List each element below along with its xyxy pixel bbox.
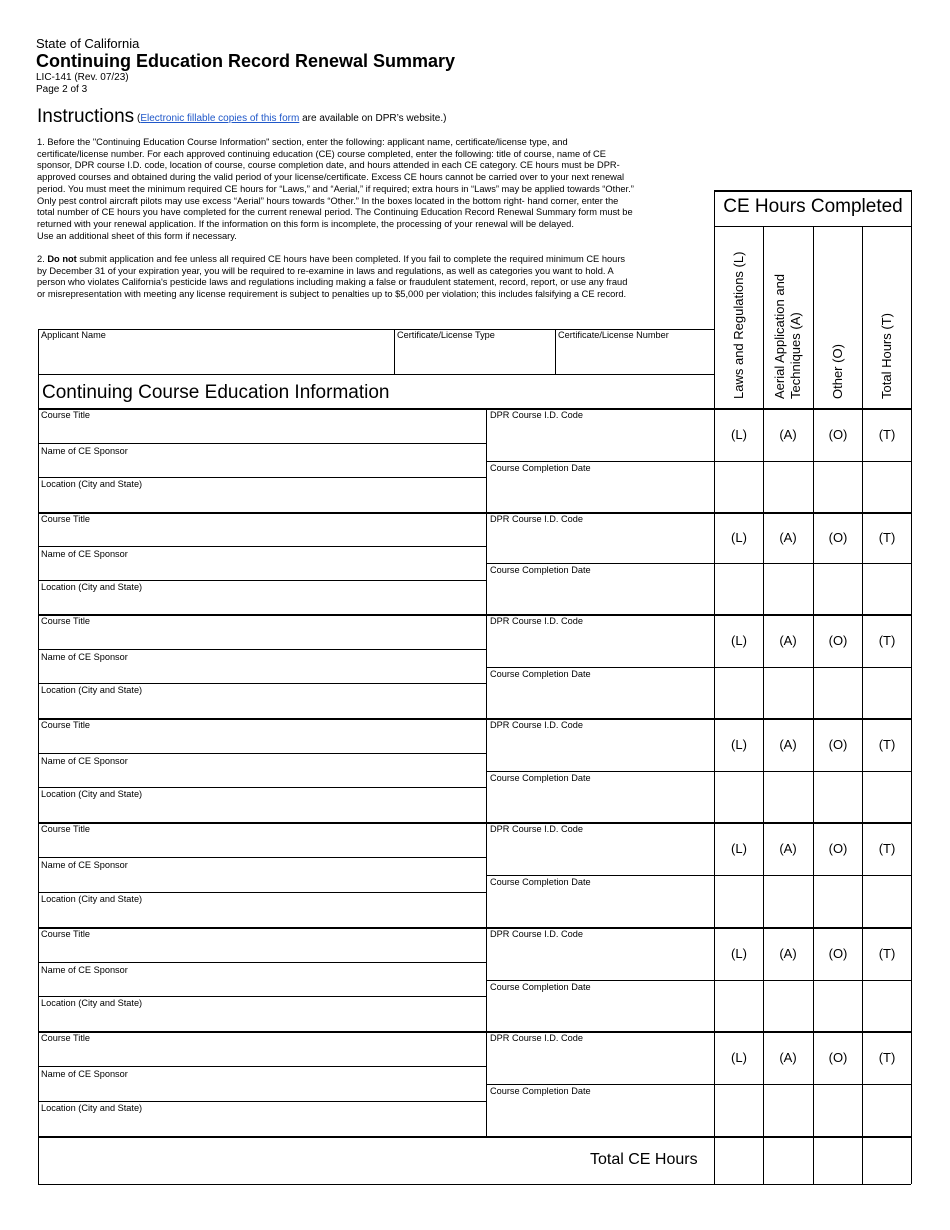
code-laws: (L) [731,841,747,856]
total-row-top [38,1136,911,1138]
course-6-mid-rule [486,980,911,981]
ce-sponsor-label: Name of CE Sponsor [41,446,128,456]
completion-date-input[interactable] [490,1002,710,1018]
hours-total-input[interactable] [866,673,907,712]
instructions-paragraph-1: 1. Before the "Continuing Education Course Information" section, enter the following: applicant name, certificate/license type, and certificate/license number. For each approved continuing education (CE) course completed, enter the following: title of course, name of CE sponsor, DPR course I.D. code, location of course, course completion date, and hours attended in each CE category. CE hours must be DPR- approved courses and obtained during the valid period of your license/certificate. Excess CE hours cannot be carried over to your next renewal period. You must meet the minimum required CE hours for “Laws,” and “Aerial,” if required; extra hours in “Laws” may be applied towards “Other.” Only pest control aircraft pilots may use excess “Aerial” hours towards “Other.” In the boxes located in the bottom right- hand corner, enter the total number of CE hours you have completed for the current renewal period. The Continuing Education Record Renewal Summary form must be returned with your renewal application. If the information on this form is incomplete, the processing of your renewal will be delayed. Use an additional sheet of this form if necessary. [37,137,634,241]
course-1-rule-2 [38,477,486,478]
dpr-code-input[interactable] [490,538,710,554]
hours-other-input[interactable] [817,569,858,608]
course-7-mid-rule [486,1084,911,1085]
license-type-input[interactable] [398,346,552,368]
course-4-top-rule [38,718,911,720]
ce-column-line-3 [862,226,863,1184]
completion-date-input[interactable] [490,585,710,601]
hours-aerial-input[interactable] [767,569,809,608]
course-4-rule-1 [38,753,486,754]
code-total: (T) [878,737,896,752]
completion-date-input[interactable] [490,483,710,499]
course-4-mid-rule [486,771,911,772]
total-total-hours-input[interactable] [866,1144,907,1176]
hours-laws-input[interactable] [718,777,759,816]
hours-total-input[interactable] [866,1090,907,1130]
code-total: (T) [878,633,896,648]
course-5-rule-1 [38,857,486,858]
code-other: (O) [828,530,848,545]
completion-date-input[interactable] [490,897,710,913]
course-2-mid-rule [486,563,911,564]
hours-aerial-input[interactable] [767,881,809,921]
course-5-rule-2 [38,892,486,893]
applicant-row-bottom [38,374,714,375]
applicant-name-label: Applicant Name [41,330,106,340]
code-aerial: (A) [779,841,797,856]
ce-sponsor-input[interactable] [42,979,480,995]
ce-sponsor-label: Name of CE Sponsor [41,860,128,870]
course-title-input[interactable] [42,424,480,440]
applicant-row-top [38,329,714,330]
course-title-input[interactable] [42,1047,480,1063]
course-3-rule-2 [38,683,486,684]
hours-other-input[interactable] [817,1090,858,1130]
ce-sponsor-label: Name of CE Sponsor [41,549,128,559]
form-number: LIC-141 (Rev. 07/23) [36,72,129,83]
code-other: (O) [828,427,848,442]
code-other: (O) [828,946,848,961]
ce-sponsor-input[interactable] [42,1083,480,1099]
hours-total-input[interactable] [866,881,907,921]
course-2-rule-1 [38,546,486,547]
aerial-column-header-line1: Aerial Application and [772,273,787,399]
ce-box-top [714,190,912,192]
total-aerial-hours-input[interactable] [767,1144,809,1176]
total-other-hours-input[interactable] [817,1144,858,1176]
applicant-divider-1 [394,329,395,374]
ce-column-line-1 [763,226,764,1184]
right-border [911,190,912,1184]
course-title-label: Course Title [41,1033,91,1043]
location-input[interactable] [42,1012,480,1028]
hours-other-input[interactable] [817,673,858,712]
course-6-rule-1 [38,962,486,963]
ce-column-line-0 [714,190,715,1184]
ce-sponsor-label: Name of CE Sponsor [41,652,128,662]
location-label: Location (City and State) [41,998,143,1008]
location-label: Location (City and State) [41,582,143,592]
course-title-input[interactable] [42,630,480,646]
completion-date-label: Course Completion Date [490,877,591,887]
hours-laws-input[interactable] [718,673,759,712]
code-laws: (L) [731,633,747,648]
ce-column-line-2 [813,226,814,1184]
course-2-top-rule [38,512,911,514]
instructions-paragraph-2: 2. Do not submit application and fee unless all required CE hours have been completed. If you fail to complete the required minimum CE hours by December 31 of your expiration year, you will be required to re-examine in laws and regulations, as well as categories you want to hold. A person who violates California's pesticide laws and regulations including making a false or fraudulent statement, record, report, or use any fraud or misrepresentation with meeting any license requirement is subject to penalties up to $5,000 per violation; this includes falsifying a CE record. [37,254,628,300]
hours-total-input[interactable] [866,777,907,816]
ce-sponsor-input[interactable] [42,666,480,682]
total-ce-hours-label: Total CE Hours [590,1151,698,1168]
fillable-form-link[interactable]: Electronic fillable copies of this form [140,113,300,124]
course-split-line [486,408,487,1136]
code-total: (T) [878,946,896,961]
completion-date-label: Course Completion Date [490,773,591,783]
hours-aerial-input[interactable] [767,673,809,712]
instructions-note: (Electronic fillable copies of this form are available on DPR’s website.) [137,113,447,124]
location-label: Location (City and State) [41,685,143,695]
location-input[interactable] [42,1117,480,1133]
location-label: Location (City and State) [41,894,143,904]
ce-sponsor-label: Name of CE Sponsor [41,1069,128,1079]
hours-aerial-input[interactable] [767,1090,809,1130]
completion-date-label: Course Completion Date [490,463,591,473]
course-7-top-rule [38,1031,911,1033]
location-label: Location (City and State) [41,1103,143,1113]
code-aerial: (A) [779,633,797,648]
course-7-rule-1 [38,1066,486,1067]
course-3-mid-rule [486,667,911,668]
course-4-rule-2 [38,787,486,788]
course-title-label: Course Title [41,929,91,939]
hours-total-input[interactable] [866,569,907,608]
completion-date-label: Course Completion Date [490,669,591,679]
code-aerial: (A) [779,1050,797,1065]
code-other: (O) [828,1050,848,1065]
hours-laws-input[interactable] [718,881,759,921]
completion-date-label: Course Completion Date [490,1086,591,1096]
code-laws: (L) [731,1050,747,1065]
hours-other-input[interactable] [817,986,858,1025]
hours-total-input[interactable] [866,986,907,1025]
location-input[interactable] [42,908,480,924]
dpr-code-input[interactable] [490,744,710,760]
code-aerial: (A) [779,530,797,545]
course-7-rule-2 [38,1101,486,1102]
course-5-top-rule [38,822,911,824]
ce-sponsor-input[interactable] [42,874,480,890]
hours-other-input[interactable] [817,881,858,921]
ce-sponsor-input[interactable] [42,563,480,579]
page-number: Page 2 of 3 [36,84,88,95]
course-title-input[interactable] [42,528,480,544]
ce-sponsor-label: Name of CE Sponsor [41,965,128,975]
dpr-code-input[interactable] [490,848,710,864]
location-input[interactable] [42,699,480,715]
course-title-label: Course Title [41,410,91,420]
completion-date-label: Course Completion Date [490,565,591,575]
total-row-bottom [38,1184,911,1185]
code-aerial: (A) [779,946,797,961]
course-title-label: Course Title [41,514,91,524]
ce-hours-title: CE Hours Completed [723,196,903,217]
ce-sponsor-input[interactable] [42,460,480,476]
course-title-label: Course Title [41,616,91,626]
dpr-code-input[interactable] [490,434,710,450]
laws-column-header: Laws and Regulations (L) [731,251,746,399]
license-number-input[interactable] [559,346,711,368]
course-3-rule-1 [38,649,486,650]
dpr-code-input[interactable] [490,1057,710,1073]
course-5-mid-rule [486,875,911,876]
dpr-code-label: DPR Course I.D. Code [490,929,583,939]
hours-laws-input[interactable] [718,1090,759,1130]
code-total: (T) [878,427,896,442]
dpr-code-label: DPR Course I.D. Code [490,514,583,524]
course-1-rule-1 [38,443,486,444]
location-input[interactable] [42,803,480,819]
license-number-label: Certificate/License Number [558,330,669,340]
course-6-rule-2 [38,996,486,997]
other-column-header: Other (O) [830,344,845,399]
course-3-top-rule [38,614,911,616]
dpr-code-label: DPR Course I.D. Code [490,720,583,730]
applicant-divider-2 [555,329,556,374]
course-title-input[interactable] [42,734,480,750]
code-aerial: (A) [779,737,797,752]
state-label: State of California [36,36,140,51]
dpr-code-input[interactable] [490,640,710,656]
code-laws: (L) [731,530,747,545]
completion-date-input[interactable] [490,689,710,705]
code-aerial: (A) [779,427,797,442]
applicant-name-input[interactable] [42,346,390,368]
course-title-input[interactable] [42,838,480,854]
course-6-top-rule [38,927,911,929]
completion-date-label: Course Completion Date [490,982,591,992]
course-title-label: Course Title [41,824,91,834]
dpr-code-label: DPR Course I.D. Code [490,1033,583,1043]
location-label: Location (City and State) [41,789,143,799]
hours-total-input[interactable] [866,467,907,506]
dpr-code-label: DPR Course I.D. Code [490,616,583,626]
location-label: Location (City and State) [41,479,143,489]
code-laws: (L) [731,427,747,442]
code-other: (O) [828,737,848,752]
course-section-title: Continuing Course Education Information [42,382,390,403]
hours-aerial-input[interactable] [767,467,809,506]
code-laws: (L) [731,946,747,961]
dpr-code-input[interactable] [490,953,710,969]
hours-aerial-input[interactable] [767,986,809,1025]
hours-laws-input[interactable] [718,467,759,506]
location-input[interactable] [42,596,480,612]
code-laws: (L) [731,737,747,752]
completion-date-input[interactable] [490,1106,710,1122]
ce-sponsor-input[interactable] [42,770,480,786]
course-1-top-rule [38,408,911,410]
hours-other-input[interactable] [817,777,858,816]
total-column-header: Total Hours (T) [879,313,894,399]
dpr-code-label: DPR Course I.D. Code [490,824,583,834]
ce-sponsor-label: Name of CE Sponsor [41,756,128,766]
code-other: (O) [828,841,848,856]
left-border [38,329,39,1184]
course-2-rule-2 [38,580,486,581]
form-title: Continuing Education Record Renewal Summary [36,51,456,71]
hours-laws-input[interactable] [718,986,759,1025]
hours-other-input[interactable] [817,467,858,506]
dpr-code-label: DPR Course I.D. Code [490,410,583,420]
hours-aerial-input[interactable] [767,777,809,816]
total-laws-hours-input[interactable] [718,1144,759,1176]
instructions-heading: Instructions [37,106,135,127]
code-other: (O) [828,633,848,648]
location-input[interactable] [42,493,480,509]
completion-date-input[interactable] [490,793,710,809]
aerial-column-header-line2: Techniques (A) [788,312,803,399]
course-title-label: Course Title [41,720,91,730]
license-type-label: Certificate/License Type [397,330,495,340]
code-total: (T) [878,841,896,856]
course-title-input[interactable] [42,943,480,959]
code-total: (T) [878,1050,896,1065]
course-1-mid-rule [486,461,911,462]
hours-laws-input[interactable] [718,569,759,608]
code-total: (T) [878,530,896,545]
